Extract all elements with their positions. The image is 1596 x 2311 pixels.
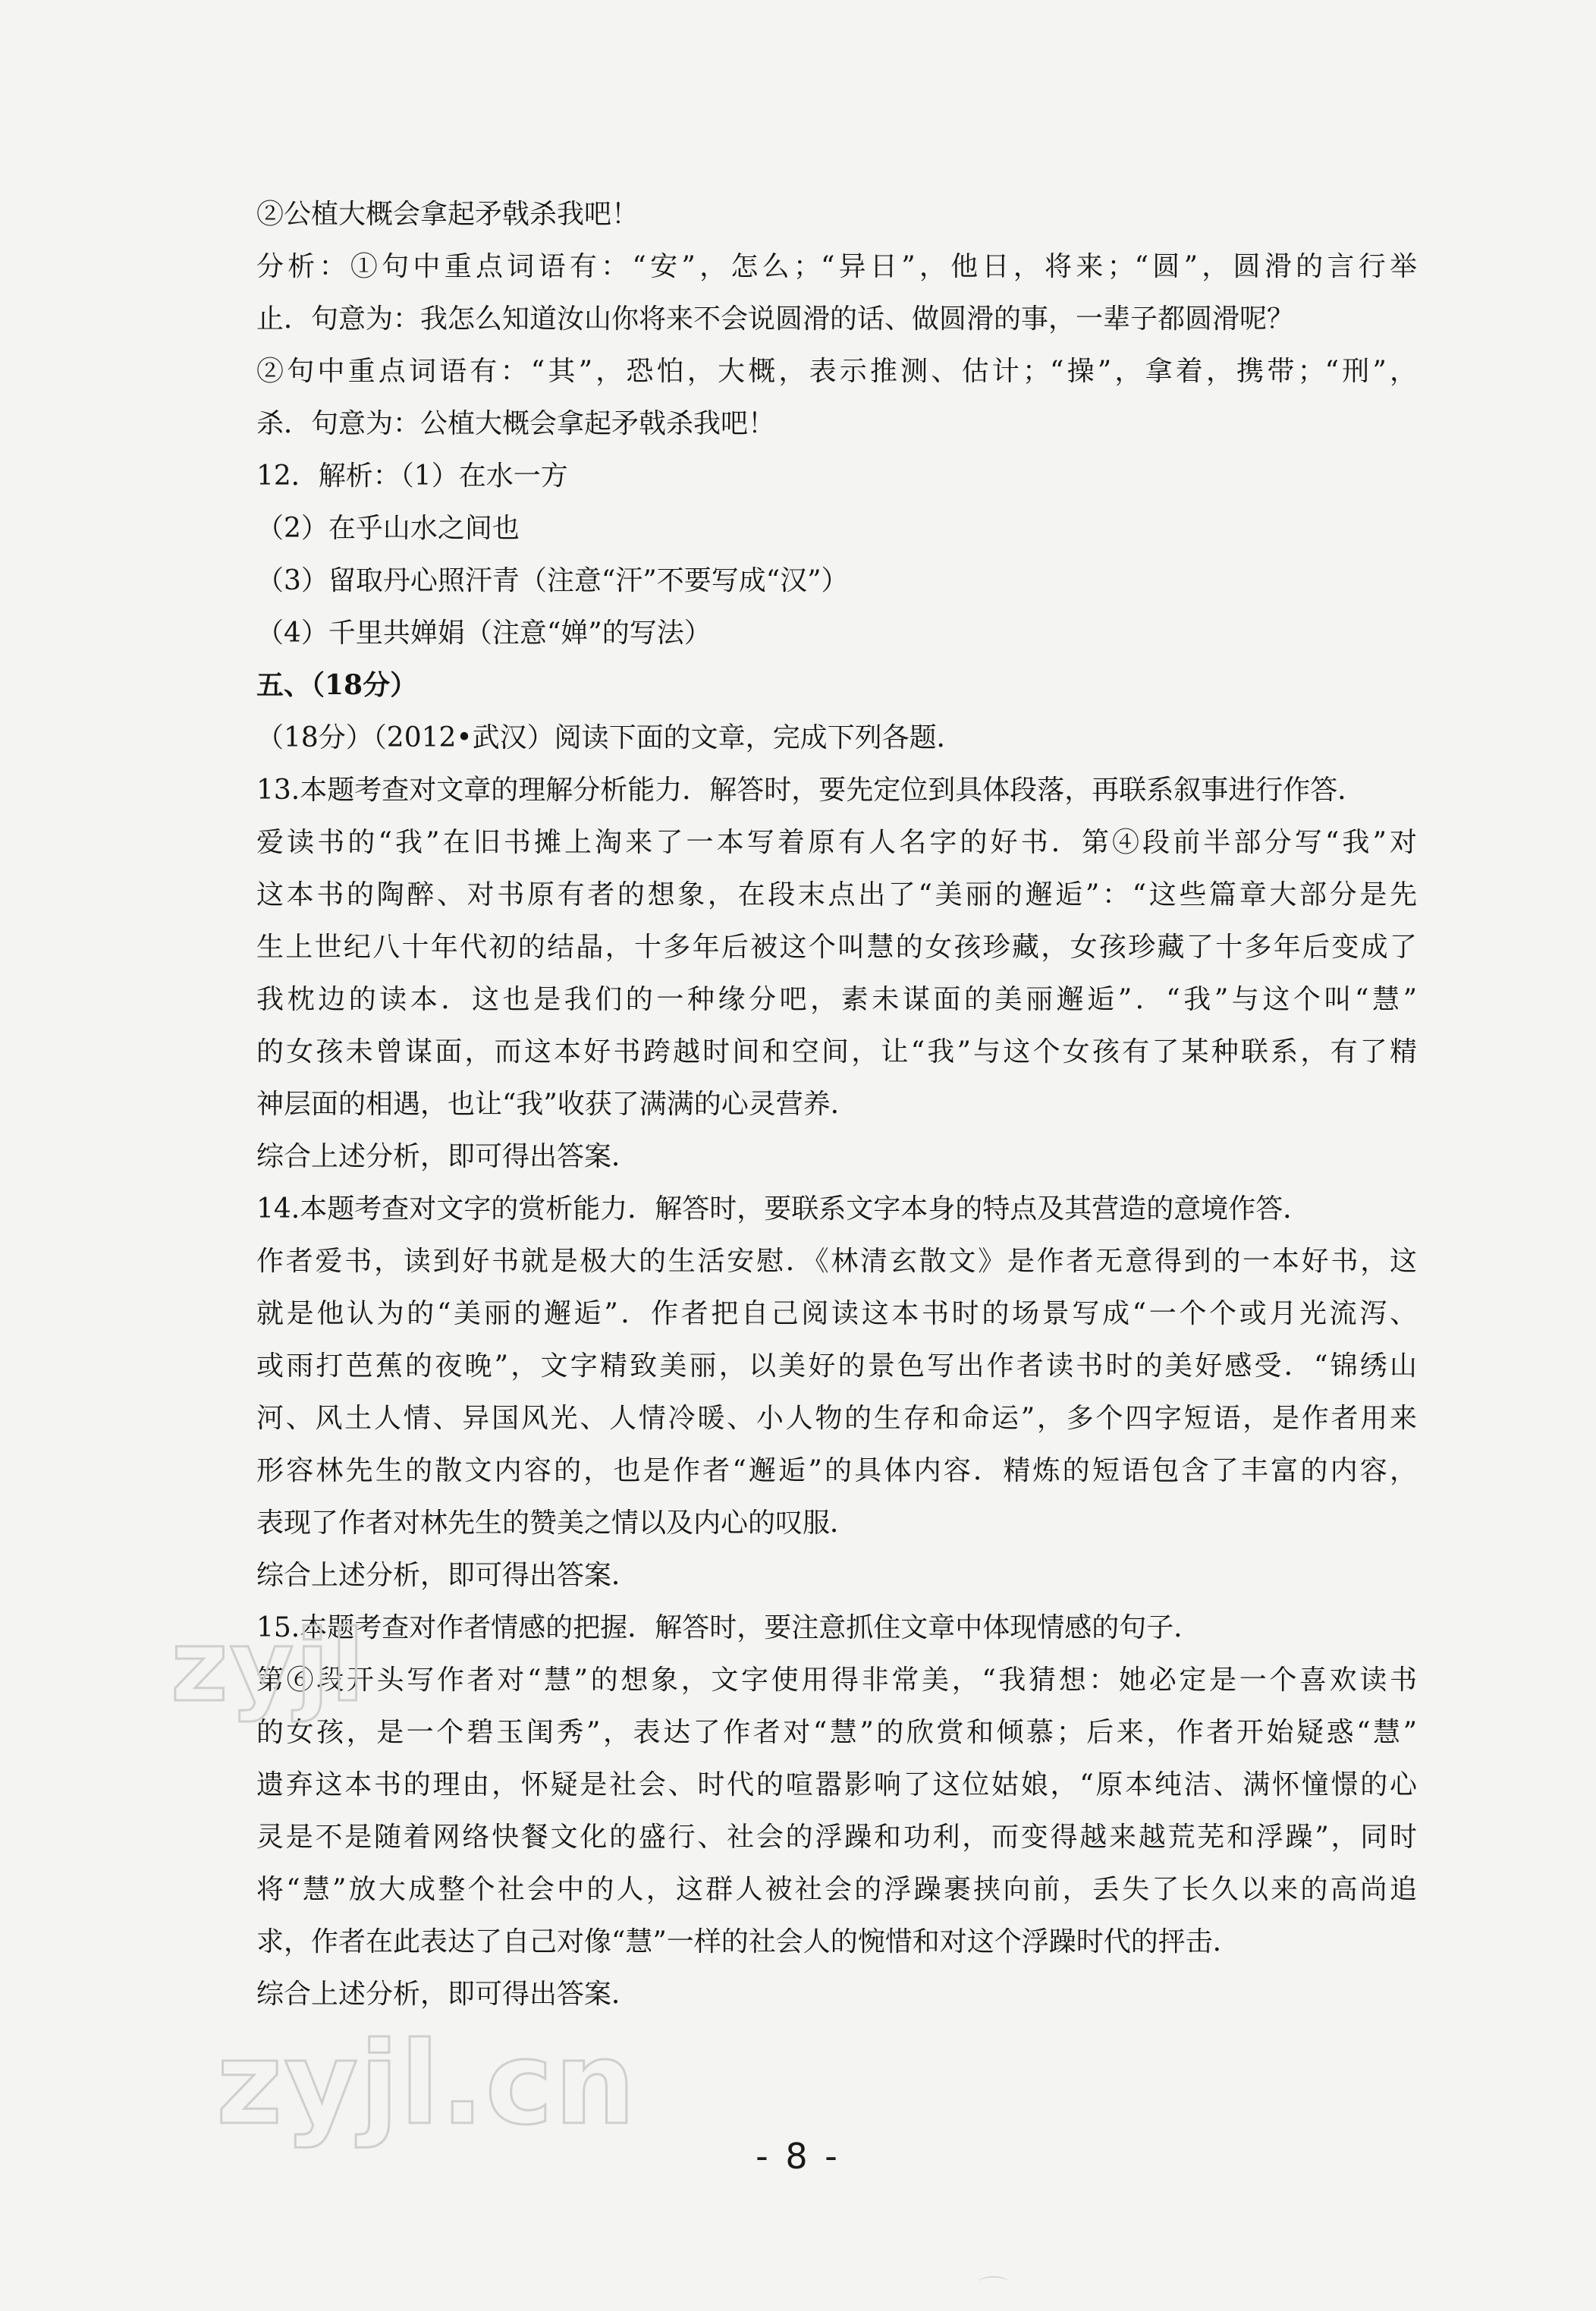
question-12-heading: 12．解析：（1）在水一方 — [256, 461, 568, 492]
text-line: 将“慧”放大成整个社会中的人，这群人被社会的浮躁裹挟向前，丢失了长久以来的高尚追 — [256, 1874, 1417, 1905]
text-line: ②句中重点词语有：“其”，恐怕，大概，表示推测、估计；“操”，拿着，携带；“刑”， — [256, 356, 1417, 387]
text-line: （3）留取丹心照汗青（注意“汗”不要写成“汉”） — [256, 565, 849, 596]
question-15-heading: 15.本题考查对作者情感的把握．解答时，要注意抓住文章中体现情感的句子． — [256, 1612, 1202, 1643]
text-line: 遗弃这本书的理由，怀疑是社会、时代的喧嚣影响了这位姑娘，“原本纯洁、满怀憧憬的心 — [256, 1769, 1417, 1800]
scan-speck — [979, 2276, 1009, 2288]
section-intro: （18分）（2012•武汉）阅读下面的文章，完成下列各题． — [256, 722, 964, 753]
section-five-heading: 五、（18分） — [256, 669, 418, 701]
text-line: 综合上述分析，即可得出答案． — [256, 1979, 639, 2010]
text-line: 杀．句意为：公植大概会拿起矛戟杀我吧！ — [256, 408, 776, 439]
text-line: 表现了作者对林先生的赞美之情以及内心的叹服． — [256, 1508, 858, 1539]
text-line: 我枕边的读本．这也是我们的一种缘分吧，素未谋面的美丽邂逅”．“我”与这个叫“慧” — [256, 984, 1417, 1015]
watermark-logo: zyjl.cn — [216, 2018, 637, 2150]
text-line: 这本书的陶醉、对书原有者的想象，在段末点出了“美丽的邂逅”：“这些篇章大部分是先 — [256, 879, 1417, 910]
text-line: 的女孩，是一个碧玉闺秀”，表达了作者对“慧”的欣赏和倾慕；后来，作者开始疑惑“慧” — [256, 1717, 1417, 1748]
text-line: 河、风土人情、异国风光、人情冷暖、小人物的生存和命运”，多个四字短语，是作者用来 — [256, 1403, 1417, 1434]
text-line: （2）在乎山水之间也 — [256, 513, 520, 544]
text-line: （4）千里共婵娟（注意“婵”的写法） — [256, 618, 712, 649]
text-line: 作者爱书，读到好书就是极大的生活安慰．《林清玄散文》是作者无意得到的一本好书，这 — [256, 1246, 1417, 1277]
question-14-heading: 14.本题考查对文字的赏析能力．解答时，要联系文字本身的特点及其营造的意境作答． — [256, 1193, 1311, 1225]
question-13-heading: 13.本题考查对文章的理解分析能力．解答时，要先定位到具体段落，再联系叙事进行作答． — [256, 775, 1365, 806]
text-line: 形容林先生的散文内容的，也是作者“邂逅”的具体内容．精炼的短语包含了丰富的内容， — [256, 1455, 1417, 1486]
text-line: 神层面的相遇，也让“我”收获了满满的心灵营养． — [256, 1089, 858, 1120]
text-line: 的女孩未曾谋面，而这本好书跨越时间和空间，让“我”与这个女孩有了某种联系，有了精 — [256, 1036, 1417, 1067]
text-line: 综合上述分析，即可得出答案． — [256, 1141, 639, 1172]
text-line: 第⑥段开头写作者对“慧”的想象，文字使用得非常美，“我猜想：她必定是一个喜欢读书 — [256, 1665, 1417, 1696]
text-line: ②公植大概会拿起矛戟杀我吧！ — [256, 199, 639, 230]
text-line: 分析：①句中重点词语有：“安”，怎么；“异日”，他日，将来；“圆”，圆滑的言行举 — [256, 251, 1417, 282]
text-line: 止．句意为：我怎么知道汝山你将来不会说圆滑的话、做圆滑的事，一辈子都圆滑呢？ — [256, 303, 1295, 335]
text-line: 灵是不是随着网络快餐文化的盛行、社会的浮躁和功利，而变得越来越荒芜和浮躁”，同时 — [256, 1822, 1417, 1853]
text-line: 求，作者在此表达了自己对像“慧”一样的社会人的惋惜和对这个浮躁时代的抨击． — [256, 1926, 1240, 1957]
text-line: 综合上述分析，即可得出答案． — [256, 1560, 639, 1591]
text-line: 就是他认为的“美丽的邂逅”．作者把自己阅读这本书时的场景写成“一个个或月光流泻、 — [256, 1298, 1417, 1329]
text-line: 生上世纪八十年代初的结晶，十多年后被这个叫慧的女孩珍藏，女孩珍藏了十多年后变成了 — [256, 932, 1417, 963]
text-line: 爱读书的“我”在旧书摊上淘来了一本写着原有人名字的好书．第④段前半部分写“我”对 — [256, 827, 1417, 858]
page-number: - 8 - — [756, 2136, 840, 2177]
text-line: 或雨打芭蕉的夜晚”，文字精致美丽，以美好的景色写出作者读书时的美好感受．“锦绣山 — [256, 1350, 1417, 1382]
watermark-logo: zyjl — [171, 1608, 366, 1724]
answer-text-body — [256, 188, 1417, 2020]
